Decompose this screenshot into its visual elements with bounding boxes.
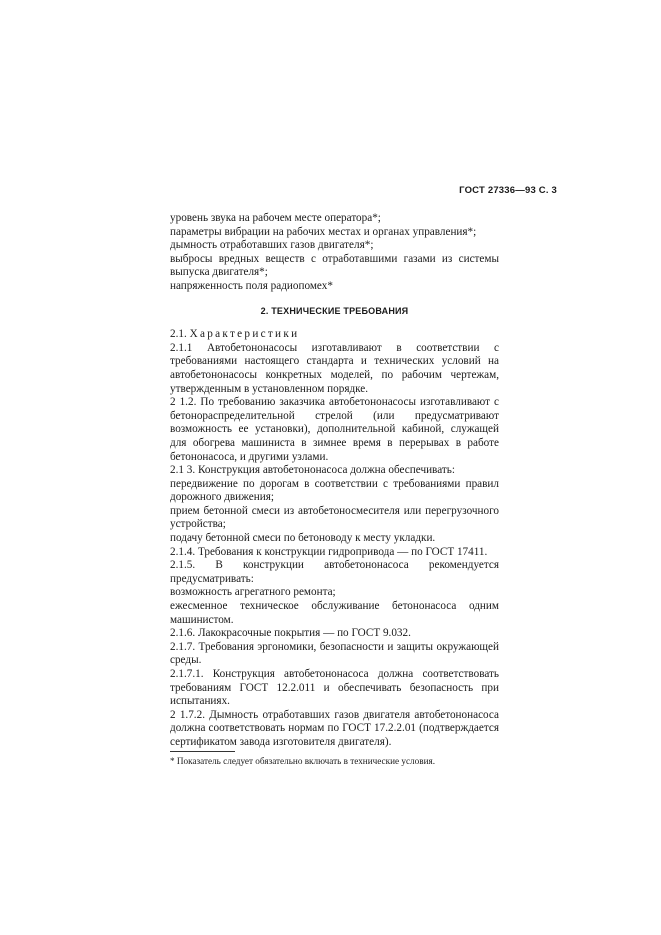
footnote: * Показатель следует обязательно включать в технические условия. [170,755,436,766]
paragraph-2-1-7-1: 2.1.7.1. Конструкция автобетононасоса должна соответствовать требованиям ГОСТ 12.2.011 и обеспечивать безопасность при испытаниях. [170,668,499,708]
page-body [170,212,499,767]
list-item: передвижение по дорогам в соответствии с требованиями правил дорожного движения; [170,477,499,504]
list-item: напряженность поля радиопомех* [170,279,333,292]
subsection-heading [170,328,499,342]
list-item: уровень звука на рабочем месте оператора*; [170,212,381,224]
subsection-number: 2.1. [170,328,187,341]
list-item: ежесменное техническое обслуживание бетононасоса одним машинистом. [170,600,499,626]
list-item: подачу бетонной смеси по бетоноводу к месту укладки. [170,532,436,545]
paragraph-2-1-7-2: 2 1.7.2. Дымность отработавших газов двигателя автобетононасоса должна соответствовать нормам по ГОСТ 17.2.2.01 (подтверждается сертификатом завода изготовителя двигателя). [170,708,499,748]
paragraph-2-1-5: 2.1.5. В конструкции автобетононасоса рекомендуется предусматривать: [170,559,499,585]
list-item: дымность отработавших газов двигателя*; [170,239,374,252]
list-item: выбросы вредных веществ с отработавшими газами из системы выпуска двигателя*; [170,252,499,279]
page-header: ГОСТ 27336—93 С. 3 [459,185,557,196]
paragraph-2-1-4: 2.1.4. Требования к конструкции гидропривода — по ГОСТ 17411. [170,545,488,558]
paragraph-2-1-6: 2.1.6. Лакокрасочные покрытия — по ГОСТ 9.032. [170,627,411,640]
section-title: 2. ТЕХНИЧЕСКИЕ ТРЕБОВАНИЯ [260,305,409,316]
list-item: параметры вибрации на рабочих местах и органах управления*; [170,225,477,238]
list-item: прием бетонной смеси из автобетоносмесителя или перегрузочного устройства; [170,504,499,531]
paragraph-2-1-1: 2.1.1 Автобетононасосы изготавливают в соответствии с требованиями настоящего стандарта и технических условий на автобетононасосы конкретных моделей, по рабочим чертежам, утвержденным в установленном порядке. [170,341,499,395]
paragraph-2-1-7: 2.1.7. Требования эргономики, безопасности и защиты окружающей среды. [170,640,499,667]
paragraph-2-1-3: 2.1 3. Конструкция автобетононасоса должна обеспечивать: [170,464,455,477]
footnote-divider [170,751,235,752]
subsection-title: Характеристики [189,328,300,341]
list-item: возможность агрегатного ремонта; [170,586,336,599]
paragraph-2-1-2: 2 1.2. По требованию заказчика автобетононасосы изготавливают с бетонораспределительной стрелой (или предусматривают возможность ее установки), дополнительной кабиной, служащей для обогрева машиниста в зимнее время в перерывах в работе бетононасоса, и другими узлами. [170,396,499,463]
